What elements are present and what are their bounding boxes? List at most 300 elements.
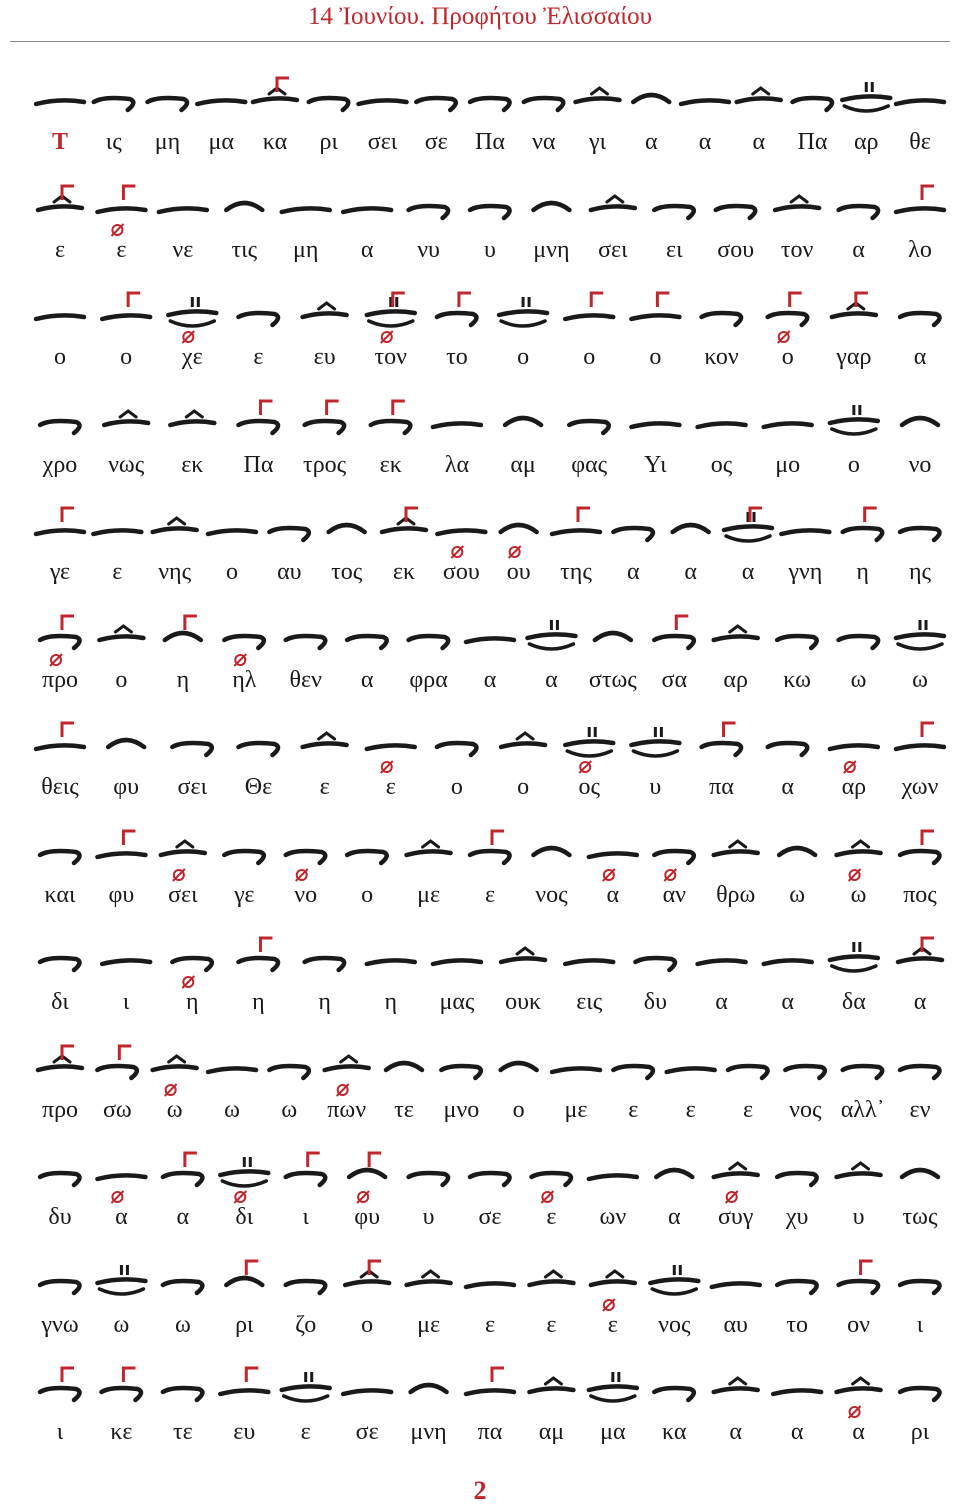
neume-icon xyxy=(407,841,451,855)
neume-icon xyxy=(303,303,347,317)
neume-line xyxy=(0,385,960,455)
neume-icon xyxy=(97,831,145,857)
syllable: με xyxy=(417,1311,441,1338)
neume-icon xyxy=(97,1265,145,1294)
syllable: ι xyxy=(122,989,130,1015)
syllable: Πα xyxy=(243,451,274,478)
neume-icon xyxy=(305,958,345,970)
syllable: α xyxy=(667,1204,681,1230)
syllable: α xyxy=(715,989,728,1015)
syllable: σου xyxy=(442,559,480,585)
neume-icon xyxy=(36,508,84,534)
neume-icon xyxy=(305,401,345,433)
neume-icon xyxy=(367,293,415,343)
syllable: ο xyxy=(226,559,238,585)
neume-icon xyxy=(589,1372,637,1401)
syllable: τον xyxy=(780,236,814,263)
syllable: σω xyxy=(102,1096,132,1123)
neume-icon xyxy=(654,851,694,881)
neume-icon xyxy=(226,203,262,210)
syllable: νος xyxy=(658,1311,691,1338)
neume-icon xyxy=(466,638,514,642)
syllable: ω xyxy=(174,1311,191,1338)
syllable: λα xyxy=(444,451,470,478)
neume-icon xyxy=(724,508,772,541)
syllable: ω xyxy=(166,1096,183,1123)
syllable: φυ xyxy=(354,1204,381,1230)
syllable: σε xyxy=(478,1204,502,1230)
syllable: νε xyxy=(172,236,194,263)
neume-line xyxy=(0,170,960,240)
neume-icon xyxy=(633,95,669,102)
syllable: αρ xyxy=(841,774,867,800)
syllable: η xyxy=(176,666,190,693)
neume-icon xyxy=(170,411,214,425)
syllable: εκ xyxy=(392,559,416,585)
syllable: α xyxy=(684,559,697,585)
syllable: αμ xyxy=(538,1419,565,1445)
syllable: ης xyxy=(908,559,932,585)
neume-icon xyxy=(533,203,569,210)
syllable: δι xyxy=(51,989,69,1015)
syllable: ρι xyxy=(319,129,338,155)
neume-icon xyxy=(409,1173,449,1185)
syllable: μη xyxy=(292,236,319,263)
syllable: τρος xyxy=(303,451,347,478)
neume-icon xyxy=(667,1068,715,1072)
syllable: α xyxy=(790,1419,804,1445)
neume-icon xyxy=(896,186,944,212)
syllable: δα xyxy=(841,989,866,1015)
syllable: η xyxy=(252,989,265,1015)
syllable: τις xyxy=(231,236,258,263)
neume-icon xyxy=(565,293,613,319)
syllable: α xyxy=(545,666,558,693)
chant-system xyxy=(0,170,960,278)
syllable: δυ xyxy=(48,1204,72,1230)
syllable: μας xyxy=(439,989,475,1015)
neume-icon xyxy=(220,1368,268,1394)
syllable: σε xyxy=(424,129,448,155)
neume-icon xyxy=(466,1283,514,1287)
neume-icon xyxy=(501,948,545,962)
neume-icon xyxy=(777,1173,817,1185)
syllable: σει xyxy=(177,774,208,800)
neume-icon xyxy=(839,1261,879,1293)
neume-icon xyxy=(286,851,326,881)
neume-icon xyxy=(837,1378,881,1418)
neume-line xyxy=(0,1030,960,1100)
page-header xyxy=(0,0,960,34)
syllable: να xyxy=(532,129,556,155)
neume-icon xyxy=(224,851,264,863)
neume-icon xyxy=(40,1368,80,1400)
neume-icon xyxy=(36,723,84,749)
neume-icon xyxy=(565,727,613,773)
neume-icon xyxy=(40,421,80,433)
neume-icon xyxy=(367,960,415,964)
neume-icon xyxy=(773,1390,821,1394)
syllable: α xyxy=(913,344,927,370)
neume-icon xyxy=(764,960,812,964)
syllable: αρ xyxy=(853,129,879,155)
neume-icon xyxy=(898,938,942,962)
chant-system xyxy=(0,707,960,815)
syllable: τε xyxy=(394,1096,414,1123)
syllable: α xyxy=(852,236,865,263)
syllable: κω xyxy=(783,666,811,693)
syllable: πα xyxy=(709,774,734,800)
syllable: γνη xyxy=(788,559,823,585)
neume-icon xyxy=(36,315,84,319)
syllable: χρο xyxy=(42,451,78,478)
neume-icon xyxy=(38,1046,82,1070)
neume-line xyxy=(0,492,960,562)
neume-icon xyxy=(97,1175,145,1203)
syllable: ε xyxy=(300,1419,311,1445)
syllable: ευ xyxy=(233,1419,256,1445)
syllable: ε xyxy=(607,1311,618,1338)
syllable: αυ xyxy=(277,559,302,585)
syllable: τος xyxy=(331,559,363,585)
syllable: α xyxy=(360,666,374,693)
neume-icon xyxy=(529,1271,573,1285)
syllable: μο xyxy=(775,451,801,478)
syllable: α xyxy=(176,1204,190,1230)
syllable: μη xyxy=(154,129,181,155)
syllable: νως xyxy=(108,451,145,478)
neume-icon xyxy=(565,960,613,964)
chant-system xyxy=(0,1030,960,1138)
syllable: νος xyxy=(535,881,568,908)
syllable: γι xyxy=(588,129,607,155)
syllable: α xyxy=(741,559,755,585)
syllable: ω xyxy=(789,881,806,908)
syllable: ω xyxy=(113,1311,130,1338)
neume-icon xyxy=(163,1388,203,1400)
neume-line xyxy=(0,277,960,347)
syllable: α xyxy=(781,774,794,800)
syllable: ι xyxy=(56,1419,64,1445)
neume-icon xyxy=(40,1173,80,1185)
syllable: νο xyxy=(908,451,932,478)
neume-icon xyxy=(470,206,510,218)
syllable: σει xyxy=(168,881,198,908)
syllable: θε xyxy=(909,129,931,155)
neume-icon xyxy=(163,1153,203,1185)
syllable: υ xyxy=(852,1204,865,1230)
syllable: α xyxy=(360,236,374,263)
neume-icon xyxy=(97,1046,137,1078)
neume-icon xyxy=(286,636,326,648)
syllable: ος xyxy=(578,774,600,800)
neume-icon xyxy=(900,1388,940,1400)
neume-line xyxy=(0,62,960,132)
syllable: πος xyxy=(903,881,937,908)
syllable: ε xyxy=(116,236,127,263)
neume-icon xyxy=(433,960,481,964)
neume-icon xyxy=(163,1281,203,1293)
syllable: ε xyxy=(319,774,330,800)
syllable: κον xyxy=(704,344,739,370)
neume-icon xyxy=(197,100,245,104)
neume-icon xyxy=(40,1281,80,1293)
neume-icon xyxy=(650,1265,698,1294)
neume-icon xyxy=(768,293,808,343)
syllable: φας xyxy=(571,451,608,478)
neume-icon xyxy=(161,841,205,881)
neume-line xyxy=(0,600,960,670)
syllable: ε xyxy=(546,1311,557,1338)
neume-icon xyxy=(839,206,879,218)
neume-icon xyxy=(842,82,890,111)
neume-icon xyxy=(269,528,309,540)
neume-icon xyxy=(359,100,407,104)
syllable: σε xyxy=(355,1419,379,1445)
neume-icon xyxy=(764,423,812,427)
syllable: νος xyxy=(789,1096,822,1123)
neume-icon xyxy=(529,1378,573,1392)
syllable: α xyxy=(752,129,766,155)
neume-icon xyxy=(595,633,631,640)
neume-icon xyxy=(499,297,547,326)
neume-icon xyxy=(382,508,426,532)
neume-icon xyxy=(785,1066,825,1078)
neume-icon xyxy=(654,1388,694,1400)
neume-icon xyxy=(501,733,545,747)
neume-icon xyxy=(309,98,349,110)
neume-icon xyxy=(698,960,746,964)
neume-icon xyxy=(656,1170,692,1177)
syllable: ο xyxy=(517,344,530,370)
chant-system xyxy=(0,1137,960,1245)
neume-icon xyxy=(325,1056,369,1096)
neume-icon xyxy=(238,313,278,325)
syllable: ζο xyxy=(295,1311,317,1338)
neume-icon xyxy=(411,1385,447,1392)
syllable: φυ xyxy=(113,774,140,800)
syllable: ο xyxy=(120,344,133,370)
syllable: ω xyxy=(912,666,928,693)
neume-icon xyxy=(781,530,829,534)
neume-icon xyxy=(165,616,201,640)
syllable: ε xyxy=(685,1096,696,1123)
syllable: ε xyxy=(385,774,396,800)
neume-line xyxy=(0,1137,960,1207)
neume-icon xyxy=(40,616,80,666)
syllable: α xyxy=(115,1204,128,1230)
neume-icon xyxy=(589,853,637,881)
syllable: αμ xyxy=(510,451,536,478)
syllable: ι xyxy=(302,1204,309,1230)
syllable: τον xyxy=(374,344,408,370)
syllable: στως xyxy=(588,666,637,693)
syllable: ε xyxy=(546,1204,557,1230)
neume-icon xyxy=(527,620,575,649)
syllable: το xyxy=(446,344,468,370)
syllable: νης xyxy=(158,559,192,585)
neume-icon xyxy=(269,1066,309,1078)
syllable: ηλ xyxy=(232,666,257,693)
neume-icon xyxy=(896,100,944,104)
neume-icon xyxy=(153,518,197,532)
neume-icon xyxy=(714,1378,758,1392)
syllable: υ xyxy=(649,774,662,800)
syllable: μνη xyxy=(533,236,570,263)
neume-icon xyxy=(900,831,940,863)
neume-icon xyxy=(591,196,635,210)
syllable: προ xyxy=(41,666,79,693)
neume-icon xyxy=(702,723,742,755)
syllable: η xyxy=(318,989,331,1015)
syllable: σει xyxy=(367,129,398,155)
neume-icon xyxy=(793,98,833,110)
syllable: ο xyxy=(115,666,128,693)
syllable: χυ xyxy=(785,1204,809,1230)
syllable: ε xyxy=(253,344,264,370)
syllable: ω xyxy=(850,881,867,908)
neume-icon xyxy=(416,98,456,110)
neume-icon xyxy=(345,1261,389,1285)
neume-icon xyxy=(843,1066,883,1078)
syllable: ει xyxy=(666,236,683,263)
syllable: α xyxy=(913,989,927,1015)
neume-icon xyxy=(253,78,297,102)
syllable: αυ xyxy=(723,1311,748,1338)
syllable: συγ xyxy=(717,1204,754,1230)
syllable: με xyxy=(417,881,441,908)
neume-icon xyxy=(714,841,758,855)
neume-icon xyxy=(286,1153,326,1185)
neume-icon xyxy=(714,1163,758,1203)
syllable: ευ xyxy=(313,344,336,370)
syllable: δι xyxy=(235,1204,254,1230)
hymn-title: 14 Ἰουνίου. Προφήτου Ἐλισσαίου xyxy=(308,3,652,30)
syllable: ος xyxy=(710,451,733,478)
neume-icon xyxy=(501,525,537,558)
neume-icon xyxy=(900,1066,940,1078)
syllable: ο xyxy=(54,344,66,370)
neume-icon xyxy=(569,421,609,433)
syllable: ε xyxy=(112,559,123,585)
syllable: πα xyxy=(477,1419,503,1445)
syllable: α xyxy=(729,1419,742,1445)
neume-icon xyxy=(349,1153,385,1203)
chant-system xyxy=(0,385,960,493)
syllable: ο xyxy=(583,344,596,370)
syllable: ο xyxy=(781,344,794,370)
syllable: γε xyxy=(234,881,255,908)
neume-icon xyxy=(386,1063,422,1070)
syllable: κε xyxy=(110,1419,133,1445)
syllable: χε xyxy=(181,344,203,370)
neume-icon xyxy=(839,636,879,648)
syllable: τε xyxy=(172,1419,193,1445)
neume-icon xyxy=(102,293,150,319)
neume-icon xyxy=(533,848,569,855)
syllable: εις xyxy=(576,989,603,1015)
neume-icon xyxy=(589,1175,637,1179)
chant-system xyxy=(0,62,960,170)
neume-icon xyxy=(576,88,620,102)
syllable: φυ xyxy=(108,881,135,908)
neume-icon xyxy=(172,743,212,755)
syllable: ουκ xyxy=(505,989,542,1015)
neume-icon xyxy=(168,297,216,343)
syllable: χων xyxy=(901,774,939,800)
neume-icon xyxy=(635,958,675,970)
syllable: ον xyxy=(847,1311,870,1338)
neume-icon xyxy=(208,1068,256,1072)
neume-icon xyxy=(843,508,883,540)
neume-icon xyxy=(441,1066,481,1078)
neume-icon xyxy=(104,411,148,425)
syllable: η xyxy=(384,989,398,1015)
neume-icon xyxy=(552,1068,600,1072)
neume-icon xyxy=(371,401,411,433)
syllable: ις xyxy=(105,129,122,155)
neume-icon xyxy=(712,1283,760,1287)
neume-icon xyxy=(101,1368,141,1400)
syllable: δυ xyxy=(643,989,667,1015)
chant-system xyxy=(0,815,960,923)
chant-system xyxy=(0,922,960,1030)
neume-icon xyxy=(437,293,477,325)
neume-icon xyxy=(631,727,679,756)
neume-icon xyxy=(409,636,449,648)
neume-icon xyxy=(470,98,510,110)
neume-icon xyxy=(94,98,134,110)
neume-icon xyxy=(698,423,746,427)
chant-system xyxy=(0,1352,960,1460)
syllable: της xyxy=(560,559,592,585)
neume-icon xyxy=(830,745,878,773)
neume-icon xyxy=(226,1261,262,1285)
syllable: ε xyxy=(484,1311,496,1338)
neume-icon xyxy=(737,88,781,102)
syllable: εκ xyxy=(181,451,204,478)
neume-icon xyxy=(407,1271,451,1285)
syllable: Πα xyxy=(797,129,828,155)
neume-icon xyxy=(208,530,256,534)
syllable: και xyxy=(44,881,76,908)
header-rule xyxy=(10,41,950,42)
neume-icon xyxy=(902,418,938,425)
syllable: ου xyxy=(506,559,531,585)
syllable: Πα xyxy=(475,129,505,155)
neume-icon xyxy=(159,208,207,212)
neume-icon xyxy=(591,1271,635,1311)
syllable: θρω xyxy=(716,881,756,908)
syllable: ω xyxy=(850,666,867,693)
neume-icon xyxy=(832,293,876,317)
chant-system xyxy=(0,600,960,708)
neume-line xyxy=(0,922,960,992)
neume-icon xyxy=(466,1368,514,1394)
neume-icon xyxy=(36,100,84,104)
neume-icon xyxy=(238,938,278,970)
syllable: Υι xyxy=(644,451,667,478)
syllable: α xyxy=(698,129,712,155)
syllable: σει xyxy=(598,236,628,263)
syllable: Τ xyxy=(51,129,69,155)
syllable: ε xyxy=(742,1096,754,1123)
neume-icon xyxy=(303,733,347,747)
neume-icon xyxy=(409,206,449,218)
neume-icon xyxy=(347,851,387,863)
neume-icon xyxy=(552,508,600,534)
neume-icon xyxy=(282,208,330,212)
